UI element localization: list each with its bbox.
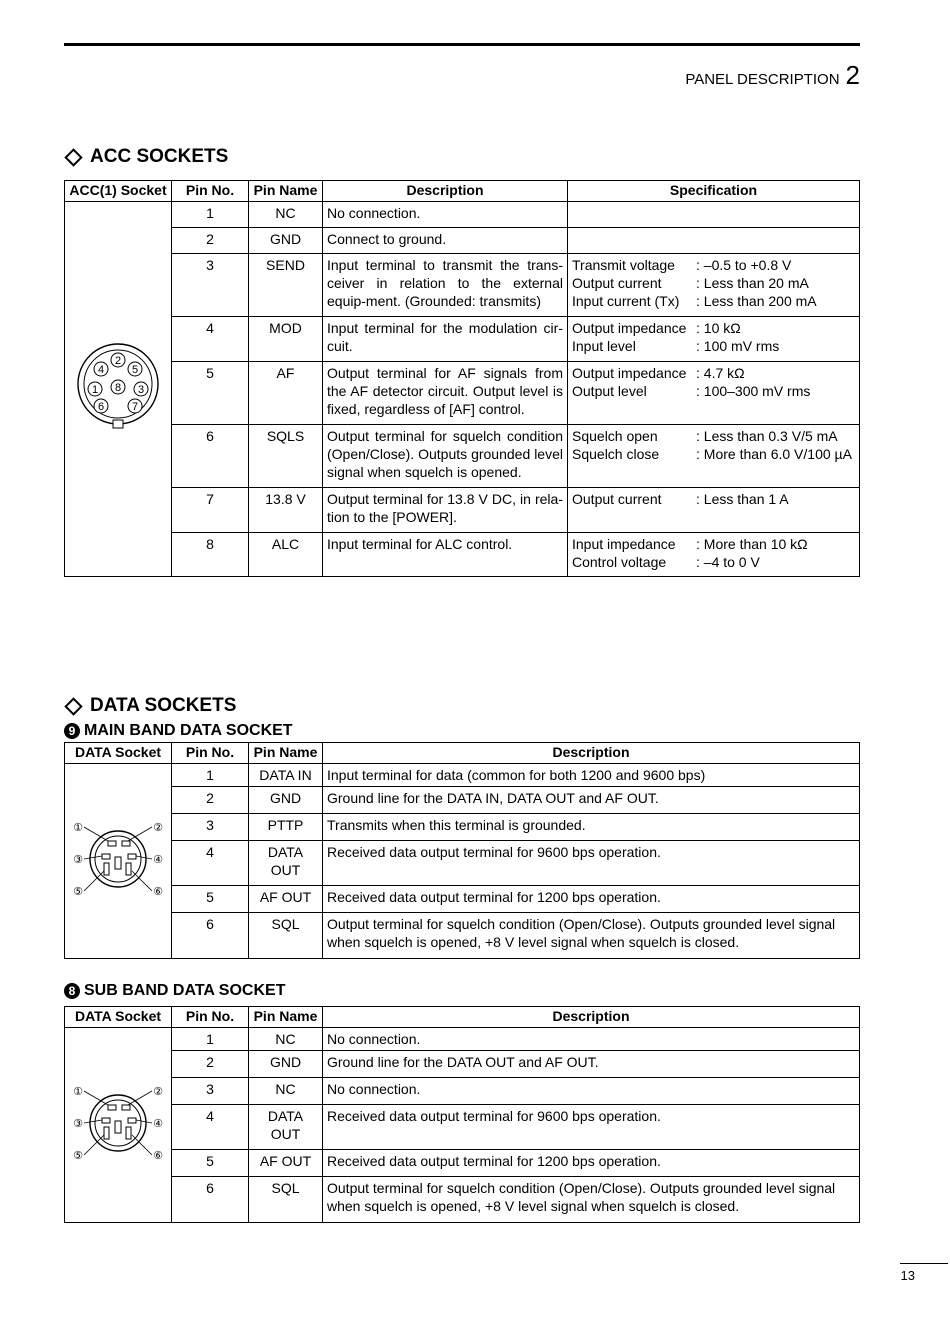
spec-line [572,292,855,310]
spec-value: : Less than 200 mA [696,293,817,309]
spec-key: Input current (Tx) [572,293,680,309]
pin-specification [568,425,860,488]
pin-marker [111,353,125,367]
pin-name: DATA OUT [249,1105,323,1150]
sub-band-title [64,982,285,1000]
pin-marker [94,362,108,376]
pin-description: Input terminal for data (common for both 1200 and 9600 bps) [323,764,860,787]
pin-name: GND [249,228,323,254]
svg-text:1: 1 [91,384,99,396]
sub-header-row [65,1007,860,1028]
pin-name: SQL [249,913,323,959]
pin-specification [568,228,860,254]
col-header: Description [323,1007,860,1028]
spec-line [572,445,855,463]
table-row [65,425,860,488]
main-header-row [65,743,860,764]
bottom-rule [900,1263,948,1264]
pin-label: ① [73,821,83,834]
pin-label: ③ [73,853,83,866]
socket-diagram-cell [65,764,172,959]
spec-key: Output current [572,491,662,507]
pin-description: Output terminal for squelch condition (Open/Close). Outputs grounded level signal when squelch is opened, +8 V level signal when squelch is closed. [323,1177,860,1223]
pin-name: SEND [249,254,323,317]
spec-value: : Less than 20 mA [696,275,809,291]
spec-key: Output level [572,383,647,399]
pin-label: ⑥ [153,885,163,898]
pin-specification [568,362,860,425]
table-row [65,764,860,787]
pin-specification [568,202,860,228]
col-header: ACC(1) Socket [65,181,172,202]
spec-line [572,256,855,274]
table-row [65,1105,860,1150]
pin-number: 5 [172,362,249,425]
pin-label: ④ [153,1117,163,1130]
top-rule [64,43,860,46]
pin-description: Input terminal to transmit the trans-ceiver in relation to the external equip-ment. (Grounded: transmits) [323,254,568,317]
pin-name: GND [249,1051,323,1078]
pin-marker [111,380,125,394]
pin-description: Output terminal for 13.8 V DC, in rela-tion to the [POWER]. [323,488,568,533]
pin-label: ③ [73,1117,83,1130]
pin-name: AF [249,362,323,425]
spec-value: : 100–300 mV rms [696,383,811,399]
spec-value: : 4.7 kΩ [696,365,745,381]
spec-key: Output current [572,275,662,291]
pin-description: No connection. [323,202,568,228]
svg-text:2: 2 [114,355,122,367]
pin-name: AF OUT [249,1150,323,1177]
spec-value: : –4 to 0 V [696,554,760,570]
pin-number: 4 [172,317,249,362]
pin-number: 2 [172,228,249,254]
pin-number: 3 [172,814,249,841]
spec-line [572,427,855,445]
acc-socket-diagram [73,342,163,432]
pin-description: Connect to ground. [323,228,568,254]
pin-label: ④ [153,853,163,866]
pin-marker [134,382,148,396]
pin-description: Ground line for the DATA OUT and AF OUT. [323,1051,860,1078]
pin-number: 6 [172,1177,249,1223]
col-header: Pin No. [172,181,249,202]
table-row [65,1177,860,1223]
pin-marker [128,399,142,413]
table-row [65,886,860,913]
pin-name: PTTP [249,814,323,841]
pin-number: 2 [172,787,249,814]
pin-number: 8 [172,533,249,577]
pin-number: 3 [172,254,249,317]
pin-number: 1 [172,202,249,228]
col-header: Pin Name [249,1007,323,1028]
pin-specification [568,254,860,317]
pin-label: ⑤ [73,885,83,898]
spec-value: : –0.5 to +0.8 V [696,257,792,273]
col-header: DATA Socket [65,743,172,764]
pin-number: 5 [172,1150,249,1177]
col-header: Pin No. [172,1007,249,1028]
pin-marker [94,399,108,413]
main-band-table [64,742,860,959]
pin-description: Input terminal for the modulation cir-cuit. [323,317,568,362]
pin-specification [568,533,860,577]
pin-description: No connection. [323,1078,860,1105]
section-name: PANEL DESCRIPTION [685,71,840,88]
pin-number: 6 [172,425,249,488]
pin-marker [88,382,102,396]
table-row [65,1028,860,1051]
table-row [65,814,860,841]
col-header: Pin Name [249,181,323,202]
spec-value: : Less than 0.3 V/5 mA [696,428,838,444]
page-header [685,60,860,91]
spec-value: : 10 kΩ [696,320,741,336]
pin-number: 7 [172,488,249,533]
spec-line [572,490,855,508]
table-row [65,841,860,886]
sub-band-table [64,1006,860,1223]
spec-line [572,364,855,382]
diamond-icon [64,148,82,166]
pin-description: Ground line for the DATA IN, DATA OUT and AF OUT. [323,787,860,814]
pin-description: Received data output terminal for 9600 bps operation. [323,1105,860,1150]
pin-label: ⑤ [73,1149,83,1162]
svg-text:7: 7 [131,401,139,413]
pin-number: 1 [172,1028,249,1051]
table-row [65,913,860,959]
svg-text:5: 5 [131,364,139,376]
spec-key: Squelch open [572,428,658,444]
pin-number: 4 [172,841,249,886]
table-row [65,533,860,577]
pin-description: Output terminal for squelch condition (Open/Close). Outputs grounded level signal when squelch is opened, +8 V level signal when squelch is closed. [323,913,860,959]
col-header: DATA Socket [65,1007,172,1028]
pin-description: Transmits when this terminal is grounded. [323,814,860,841]
pin-number: 4 [172,1105,249,1150]
pin-number: 5 [172,886,249,913]
table-row [65,317,860,362]
spec-key: Output impedance [572,320,687,336]
spec-value: : More than 6.0 V/100 µA [696,446,852,462]
pin-number: 6 [172,913,249,959]
pin-name: ALC [249,533,323,577]
spec-line [572,337,855,355]
pin-name: AF OUT [249,886,323,913]
circled-number-icon: 9 [64,723,80,739]
pin-name: DATA IN [249,764,323,787]
pin-description: Output terminal for squelch condition (Open/Close). Outputs grounded level signal when squelch is opened. [323,425,568,488]
col-header: Specification [568,181,860,202]
pin-description: Output terminal for AF signals from the AF detector circuit. Output level is fixed, regardless of [AF] control. [323,362,568,425]
spec-key: Input impedance [572,536,676,552]
acc-title-text: ACC SOCKETS [90,146,229,167]
svg-text:6: 6 [97,401,105,413]
pin-number: 1 [172,764,249,787]
pin-name: NC [249,202,323,228]
table-row [65,1150,860,1177]
table-row [65,254,860,317]
section-number: 2 [845,60,860,90]
spec-value: : Less than 1 A [696,491,789,507]
svg-text:3: 3 [137,384,145,396]
pin-name: NC [249,1078,323,1105]
pin-name: SQLS [249,425,323,488]
diamond-icon [64,697,82,715]
sub-band-title-text: SUB BAND DATA SOCKET [84,982,286,999]
acc-table [64,180,860,577]
spec-line [572,274,855,292]
col-header: Description [323,743,860,764]
socket-diagram-cell [65,1028,172,1223]
spec-key: Input level [572,338,636,354]
spec-line [572,553,855,571]
pin-name: 13.8 V [249,488,323,533]
data-sockets-title [64,695,236,717]
table-row [65,1078,860,1105]
pin-label: ② [153,1085,163,1098]
table-row [65,362,860,425]
pin-name: DATA OUT [249,841,323,886]
spec-key: Transmit voltage [572,257,675,273]
pin-label: ② [153,821,163,834]
spec-line [572,382,855,400]
table-row [65,202,860,228]
pin-name: NC [249,1028,323,1051]
spec-line [572,319,855,337]
pin-description: Received data output terminal for 9600 bps operation. [323,841,860,886]
pin-number: 2 [172,1051,249,1078]
pin-name: SQL [249,1177,323,1223]
pin-label: ① [73,1085,83,1098]
pin-number: 3 [172,1078,249,1105]
main-band-title-text: MAIN BAND DATA SOCKET [84,722,293,739]
pin-description: Input terminal for ALC control. [323,533,568,577]
main-band-title [64,722,293,740]
table-row [65,1051,860,1078]
svg-text:4: 4 [97,364,105,376]
pin-description: Received data output terminal for 1200 bps operation. [323,886,860,913]
main-data-socket-diagram [68,819,168,899]
pin-label: ⑥ [153,1149,163,1162]
spec-key: Squelch close [572,446,660,462]
col-header: Pin Name [249,743,323,764]
spec-value: : More than 10 kΩ [696,536,808,552]
socket-diagram-cell [65,202,172,577]
table-row [65,228,860,254]
sub-data-socket-diagram [68,1083,168,1163]
page-number: 13 [900,1268,915,1283]
acc-sockets-title [64,146,228,168]
col-header: Pin No. [172,743,249,764]
acc-header-row [65,181,860,202]
circled-number-icon: 8 [64,983,80,999]
spec-key: Output impedance [572,365,687,381]
pin-specification [568,317,860,362]
pin-description: No connection. [323,1028,860,1051]
pin-specification [568,488,860,533]
spec-value: : 100 mV rms [696,338,780,354]
col-header: Description [323,181,568,202]
table-row [65,488,860,533]
svg-text:8: 8 [114,382,122,394]
pin-marker [128,362,142,376]
table-row [65,787,860,814]
pin-description: Received data output terminal for 1200 bps operation. [323,1150,860,1177]
spec-key: Control voltage [572,554,667,570]
spec-line [572,535,855,553]
pin-name: GND [249,787,323,814]
pin-name: MOD [249,317,323,362]
data-title-text: DATA SOCKETS [90,695,237,716]
